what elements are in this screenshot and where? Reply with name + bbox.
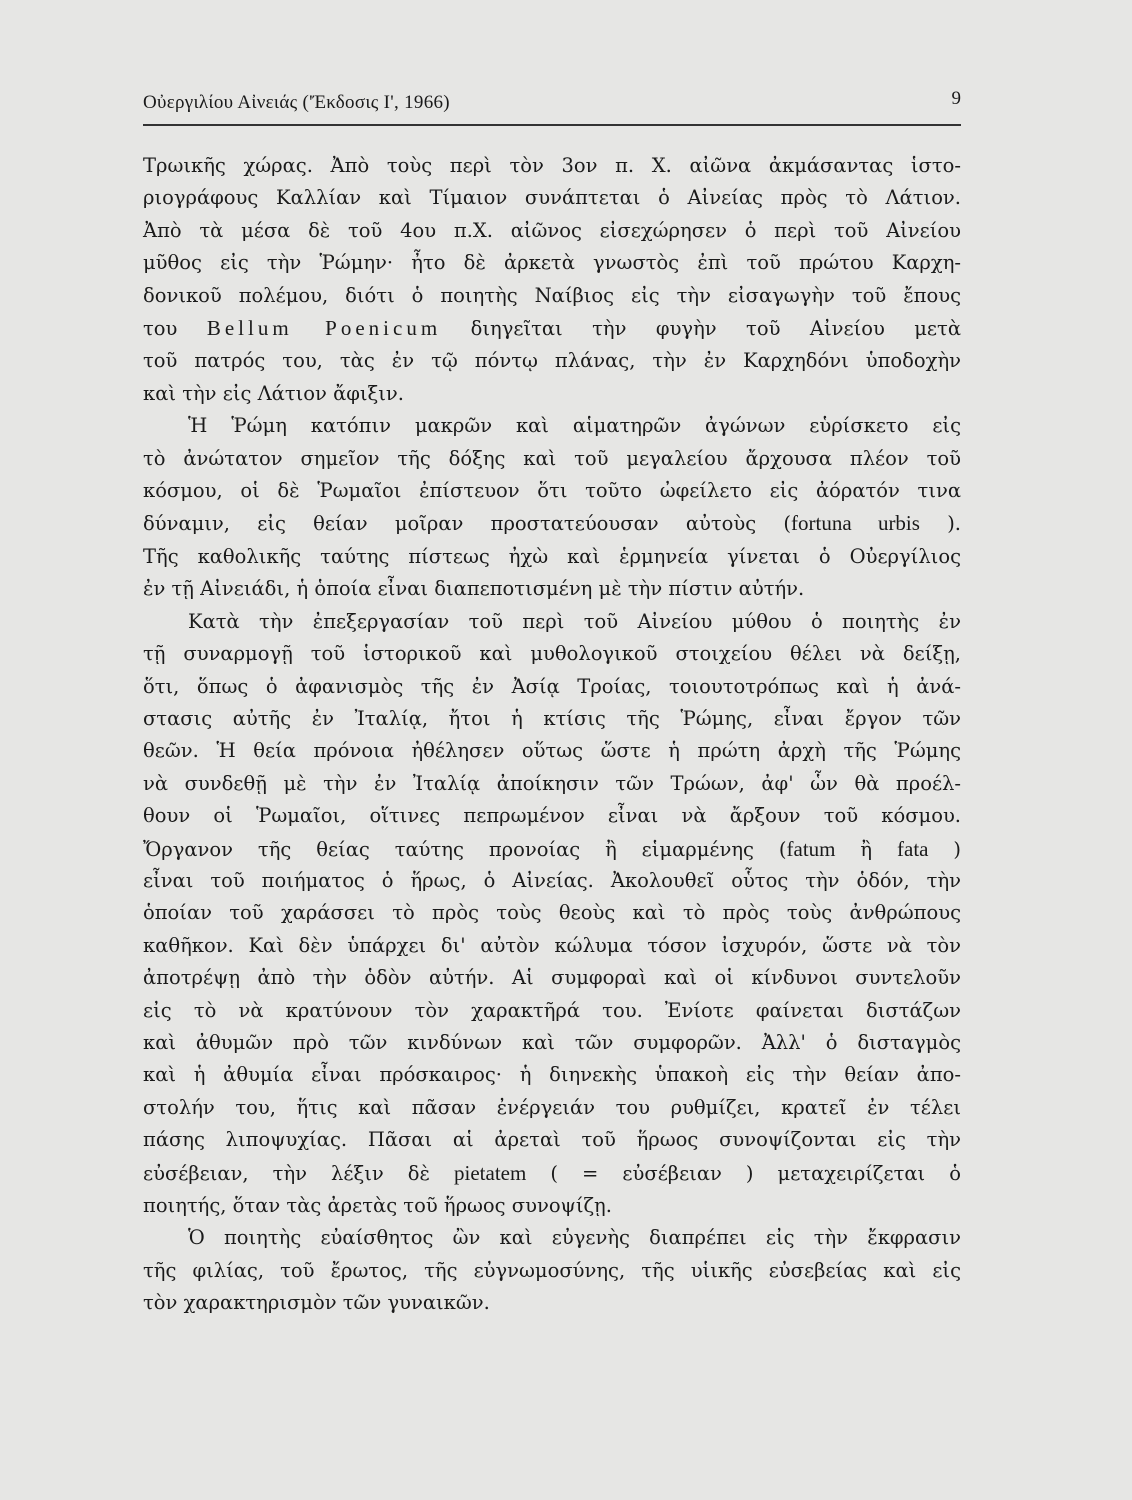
paragraph-3: [143, 606, 961, 1223]
text-line: στολήν του, ἥτις καὶ πᾶσαν ἐνέργειάν του ρυθμίζει, κρατεῖ ἐν τέλει: [143, 1095, 961, 1119]
text-line: καὶ ἀθυμῶν πρὸ τῶν κινδύνων καὶ τῶν συμφορῶν. Ἀλλ' ὁ δισταγμὸς: [143, 1030, 961, 1054]
text-line: Τρωικῆς χώρας. Ἀπὸ τοὺς περὶ τὸν 3ον π. Χ. αἰῶνα ἀκμάσαντας ἱστο-: [143, 154, 961, 177]
text-fragment: ).: [947, 512, 961, 536]
text-fragment: ( = εὐσέβειαν ) μεταχειρίζεται ὁ: [550, 1161, 961, 1185]
text-fragment: δύναμιν, εἰς θείαν μοῖραν προστατεύουσαν αὐτοὺς (: [143, 512, 792, 536]
text-line: Ὁ ποιητὴς εὐαίσθητος ὢν καὶ εὐγενὴς διαπρέπει εἰς τὴν ἔκφρασιν: [188, 1226, 961, 1250]
text-fragment: ): [953, 837, 962, 861]
text-line: δονικοῦ πολέμου, διότι ὁ ποιητὴς Ναίβιος εἰς τὴν εἰσαγωγὴν τοῦ ἔπους: [143, 283, 961, 307]
latin-fatum: fatum: [786, 836, 836, 861]
text-fragment: διηγεῖται τὴν φυγὴν τοῦ Αἰνείου μετὰ: [470, 317, 961, 341]
text-line: τῇ συναρμογῇ τοῦ ἱστορικοῦ καὶ μυθολογικοῦ στοιχείου θέλει νὰ δείξῃ,: [143, 642, 961, 666]
paragraph-4: [143, 1222, 961, 1319]
text-line: εἰς τὸ νὰ κρατύνουν τὸν χαρακτῆρά του. Ἐνίοτε φαίνεται διστάζων: [143, 998, 961, 1022]
running-head: Οὐεργιλίου Αἰνειάς ('Έκδοσις Ι', 1966): [143, 92, 450, 113]
latin-pietatem: pietatem: [454, 1160, 527, 1185]
text-line: τὸν χαρακτηρισμὸν τῶν γυναικῶν.: [143, 1291, 490, 1315]
paragraph-2: [143, 410, 961, 605]
text-fragment: Ὄργανον τῆς θείας ταύτης προνοίας ἢ εἱμαρμένης (: [143, 837, 787, 861]
page-number: 9: [951, 88, 961, 109]
latin-fortuna-urbis: fortuna urbis: [791, 511, 920, 536]
page-header: [143, 88, 961, 126]
text-line: τῆς φιλίας, τοῦ ἔρωτος, τῆς εὐγνωμοσύνης, τῆς υἱικῆς εὐσεβείας καὶ εἰς: [143, 1258, 961, 1282]
text-line: ὁποίαν τοῦ χαράσσει τὸ πρὸς τοὺς θεοὺς καὶ τὸ πρὸς τοὺς ἀνθρώπους: [143, 901, 961, 925]
text-line: νὰ συνδεθῇ μὲ τὴν ἐν Ἰταλίᾳ ἀποίκησιν τῶν Τρώων, ἀφ' ὧν θὰ προέλ-: [143, 771, 961, 795]
text-line: στασις αὐτῆς ἐν Ἰταλίᾳ, ἤτοι ἡ κτίσις τῆς Ῥώμης, εἶναι ἔργον τῶν: [143, 706, 961, 730]
text-line: τοῦ πατρός του, τὰς ἐν τῷ πόντῳ πλάνας, τὴν ἐν Καρχηδόνι ὑποδοχὴν: [143, 349, 961, 373]
latin-title-bellum-poenicum: Bellum Poenicum: [206, 316, 442, 341]
text-line: καὶ τὴν εἰς Λάτιον ἄφιξιν.: [143, 381, 404, 405]
text-line: ποιητής, ὅταν τὰς ἀρετὰς τοῦ ἥρωος συνοψίζῃ.: [143, 1193, 612, 1217]
text-line: τὸ ἀνώτατον σημεῖον τῆς δόξης καὶ τοῦ μεγαλείου ἄρχουσα πλέον τοῦ: [143, 446, 961, 470]
text-line: Κατὰ τὴν ἐπεξεργασίαν τοῦ περὶ τοῦ Αἰνείου μύθου ὁ ποιητὴς ἐν: [188, 609, 961, 633]
text-line-pietatem: [143, 1157, 961, 1190]
text-line: θεῶν. Ἡ θεία πρόνοια ἠθέλησεν οὕτως ὥστε ἡ πρώτη ἀρχὴ τῆς Ῥώμης: [143, 739, 961, 763]
text-line: θουν οἱ Ῥωμαῖοι, οἵτινες πεπρωμένον εἶναι νὰ ἄρξουν τοῦ κόσμου.: [143, 804, 961, 828]
latin-fata: fata: [897, 836, 929, 861]
text-line: Τῆς καθολικῆς ταύτης πίστεως ἠχὼ καὶ ἑρμηνεία γίνεται ὁ Οὐεργίλιος: [143, 544, 961, 568]
text-fragment: εὐσέβειαν, τὴν λέξιν δὲ: [143, 1161, 430, 1185]
text-line-bellum: [143, 312, 961, 345]
text-line: ριογράφους Καλλίαν καὶ Τίμαιον συνάπτεται ὁ Αἰνείας πρὸς τὸ Λάτιον.: [143, 186, 961, 210]
text-line: καθῆκον. Καὶ δὲν ὑπάρχει δι' αὐτὸν κώλυμα τόσον ἰσχυρόν, ὥστε νὰ τὸν: [143, 933, 961, 957]
paragraph-1: [143, 150, 961, 410]
text-line: ὅτι, ὅπως ὁ ἀφανισμὸς τῆς ἐν Ἀσίᾳ Τροίας, τοιουτοτρόπως καὶ ἡ ἀνά-: [143, 674, 961, 698]
body-text: [143, 150, 961, 1320]
text-line: ἐν τῇ Αἰνειάδι, ἡ ὁποία εἶναι διαπεποτισμένη μὲ τὴν πίστιν αὐτήν.: [143, 577, 805, 601]
text-line: Ἀπὸ τὰ μέσα δὲ τοῦ 4ου π.Χ. αἰῶνος εἰσεχώρησεν ὁ περὶ τοῦ Αἰνείου: [143, 218, 961, 242]
text-line: ἀποτρέψῃ ἀπὸ τὴν ὁδὸν αὐτήν. Αἱ συμφοραὶ καὶ οἱ κίνδυνοι συντελοῦν: [143, 966, 961, 990]
text-line: εἶναι τοῦ ποιήματος ὁ ἥρως, ὁ Αἰνείας. Ἀκολουθεῖ οὗτος τὴν ὁδόν, τὴν: [143, 868, 961, 892]
text-line: κόσμου, οἱ δὲ Ῥωμαῖοι ἐπίστευον ὅτι τοῦτο ὠφείλετο εἰς ἀόρατόν τινα: [143, 479, 961, 503]
text-line: πάσης λιποψυχίας. Πᾶσαι αἱ ἀρεταὶ τοῦ ἥρωος συνοψίζονται εἰς τὴν: [143, 1128, 961, 1152]
text-line: Ἡ Ῥώμη κατόπιν μακρῶν καὶ αἱματηρῶν ἀγώνων εὑρίσκετο εἰς: [188, 414, 961, 438]
text-line-fortuna: [143, 507, 961, 540]
text-fragment: ἢ: [860, 837, 873, 861]
text-fragment: του: [143, 317, 178, 341]
text-line: μῦθος εἰς τὴν Ῥώμην· ἦτο δὲ ἀρκετὰ γνωστὸς ἐπὶ τοῦ πρώτου Καρχη-: [143, 251, 961, 275]
text-line: καὶ ἡ ἀθυμία εἶναι πρόσκαιρος· ἡ διηνεκὴς ὑπακοὴ εἰς τὴν θείαν ἀπο-: [143, 1063, 961, 1087]
text-line-fatum: [143, 833, 961, 865]
